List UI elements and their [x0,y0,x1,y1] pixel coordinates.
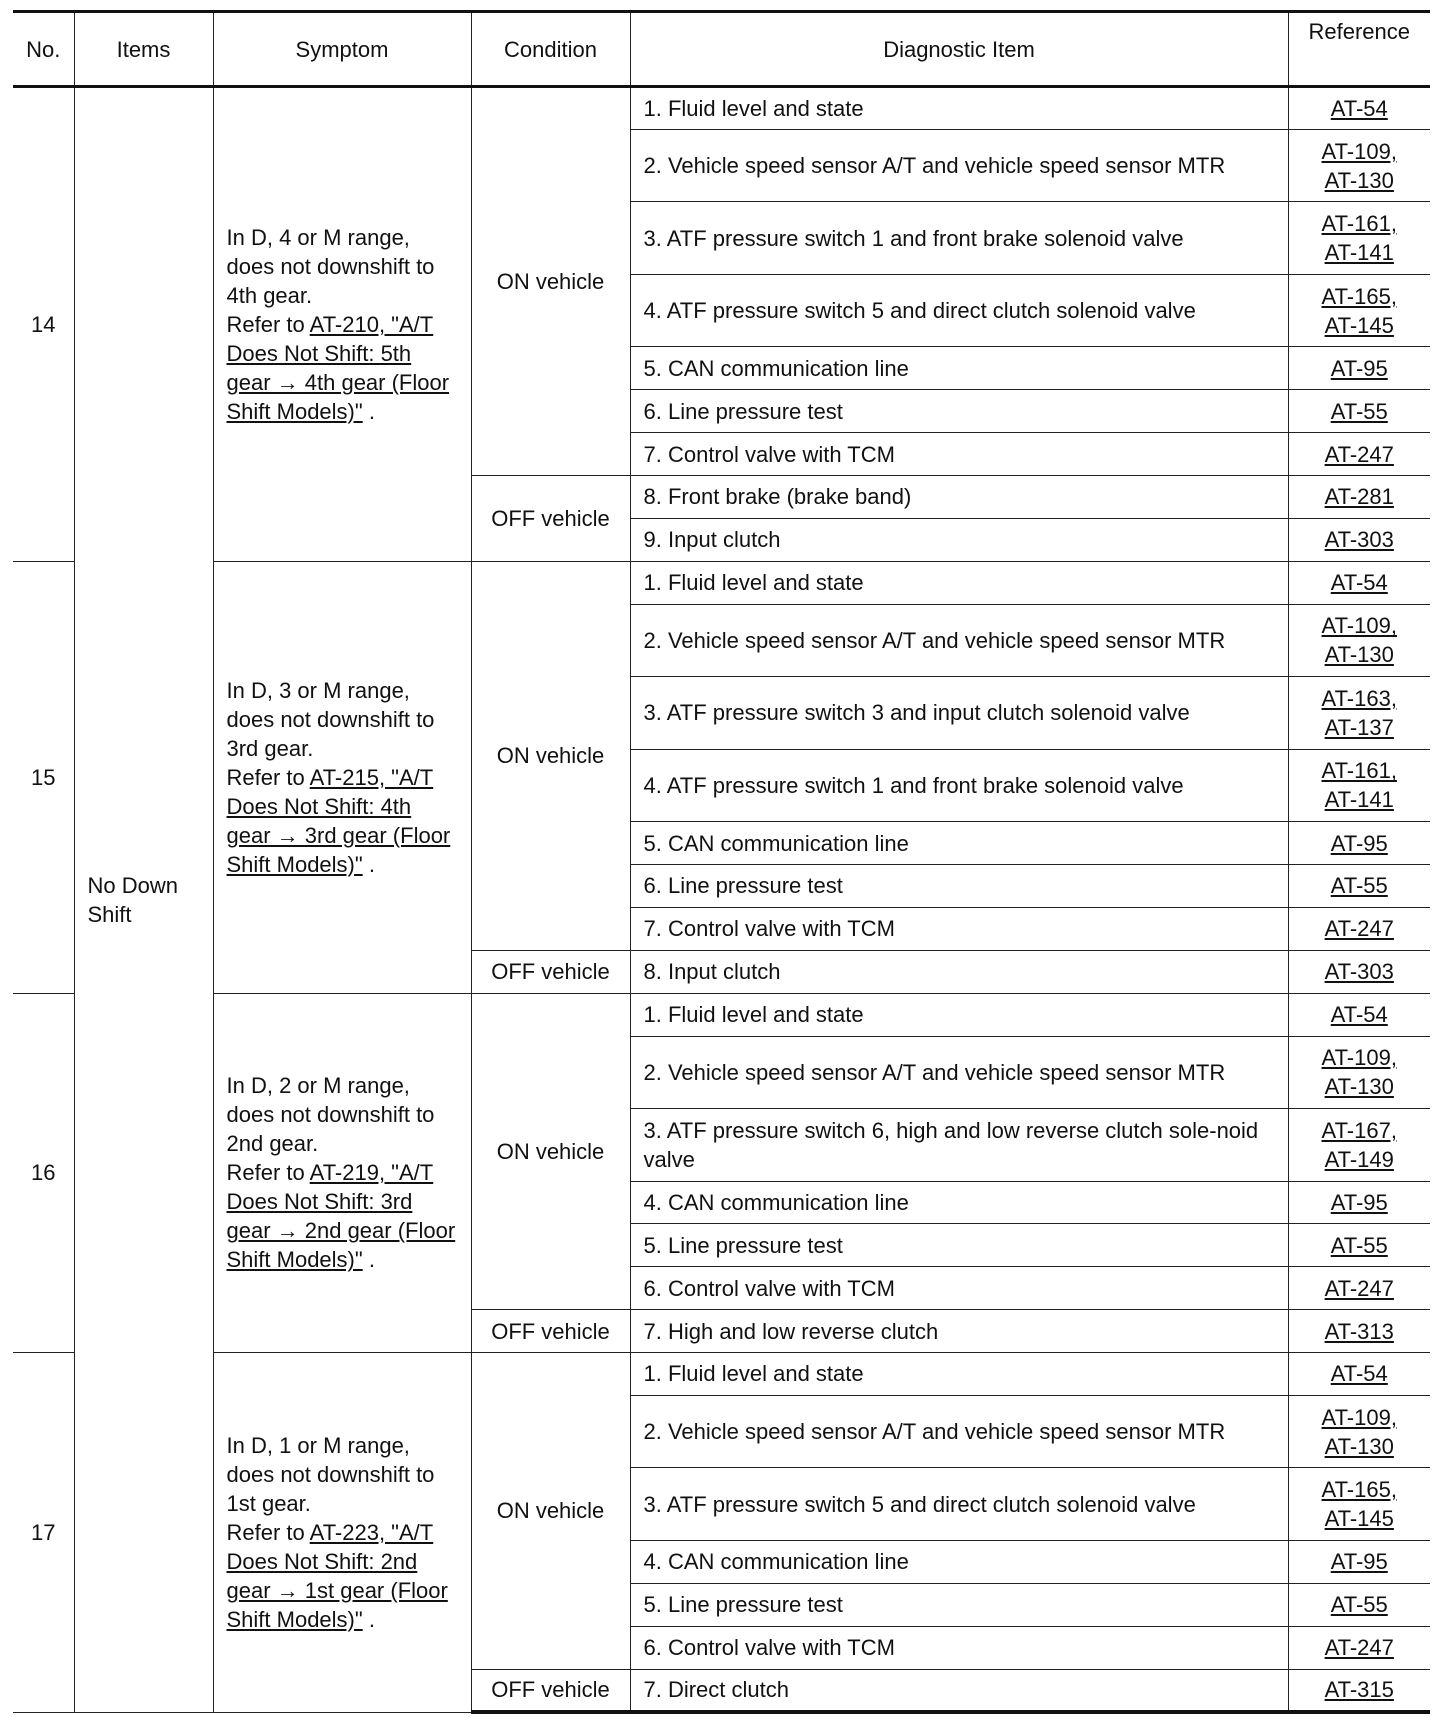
diagnostic-item: 4. ATF pressure switch 5 and direct clutch solenoid valve [630,274,1288,347]
reference-cell [1288,822,1430,865]
reference-link[interactable]: AT-95 [1330,355,1388,381]
header-reference: Reference [1288,12,1430,87]
symptom-line: does not downshift to [226,706,435,732]
reference-cell [1288,1036,1430,1109]
symptom-line: 4th gear. [226,282,313,308]
table-row [13,561,1430,604]
diagnostic-item: 5. CAN communication line [630,822,1288,865]
reference-link[interactable]: AT-95 [1330,1549,1388,1575]
row-number: 16 [13,993,74,1352]
diagnostic-item: 2. Vehicle speed sensor A/T and vehicle speed sensor MTR [630,1395,1288,1468]
reference-cell [1288,1540,1430,1583]
reference-link[interactable]: AT-109, [1321,1045,1397,1071]
reference-cell [1288,749,1430,822]
symptom-cell [213,993,471,1352]
header-row [13,12,1430,87]
reference-link[interactable]: AT-145 [1324,1506,1394,1532]
reference-link[interactable]: AT-161, [1321,211,1397,237]
symptom-cell [213,561,471,993]
symptom-reference-link[interactable]: AT-210, "A/T Does Not Shift: 5th gear → 4th gear (Floor Shift Models)" [226,311,450,424]
reference-cell [1288,1310,1430,1353]
reference-link[interactable]: AT-130 [1324,1433,1394,1459]
diagnostic-item: 6. Control valve with TCM [630,1267,1288,1310]
reference-cell [1288,476,1430,519]
refer-suffix: . [362,398,375,424]
symptom-reference-link[interactable]: AT-215, "A/T Does Not Shift: 4th gear → 3rd gear (Floor Shift Models)" [226,764,451,877]
reference-cell [1288,274,1430,347]
diagnostic-item: 2. Vehicle speed sensor A/T and vehicle speed sensor MTR [630,604,1288,677]
diagnostic-item: 3. ATF pressure switch 3 and input clutch solenoid valve [630,677,1288,750]
reference-link[interactable]: AT-313 [1324,1318,1394,1344]
reference-cell [1288,87,1430,130]
condition-cell: ON vehicle [471,87,630,476]
condition-cell: OFF vehicle [471,950,630,993]
symptom-line: In D, 3 or M range, [226,677,410,703]
reference-cell [1288,561,1430,604]
reference-link[interactable]: AT-281 [1324,484,1394,510]
diagnostic-item: 1. Fluid level and state [630,993,1288,1036]
diagnostic-item: 3. ATF pressure switch 6, high and low reverse clutch sole-noid valve [630,1109,1288,1182]
reference-link[interactable]: AT-247 [1324,916,1394,942]
diagnostic-item: 6. Line pressure test [630,390,1288,433]
reference-link[interactable]: AT-54 [1330,570,1388,596]
symptom-reference [227,310,458,426]
diagnostic-item: 4. ATF pressure switch 1 and front brake solenoid valve [630,749,1288,822]
diagnostic-item: 7. Control valve with TCM [630,433,1288,476]
refer-suffix: . [362,851,375,877]
reference-link[interactable]: AT-161, [1321,758,1397,784]
reference-link[interactable]: AT-165, [1321,283,1397,309]
reference-cell [1288,950,1430,993]
diagnostic-item: 5. Line pressure test [630,1583,1288,1626]
diagnostic-table [13,10,1430,1714]
table-body [13,87,1430,1713]
reference-cell [1288,1395,1430,1468]
condition-cell: ON vehicle [471,993,630,1310]
reference-link[interactable]: AT-109, [1321,1404,1397,1430]
reference-link[interactable]: AT-247 [1324,1635,1394,1661]
reference-cell [1288,1267,1430,1310]
reference-link[interactable]: AT-145 [1324,312,1394,338]
reference-cell [1288,202,1430,275]
condition-cell: OFF vehicle [471,1669,630,1712]
reference-cell [1288,1468,1430,1541]
diagnostic-item: 1. Fluid level and state [630,561,1288,604]
table-row [13,87,1430,130]
reference-cell [1288,1109,1430,1182]
reference-link[interactable]: AT-149 [1324,1146,1394,1172]
reference-cell [1288,907,1430,950]
header-condition: Condition [471,12,630,87]
reference-cell [1288,518,1430,561]
table-header [13,12,1430,87]
reference-link[interactable]: AT-141 [1324,787,1394,813]
symptom-line: does not downshift to [226,253,435,279]
diagnostic-item: 1. Fluid level and state [630,1353,1288,1396]
reference-link[interactable]: AT-167, [1321,1117,1397,1143]
diagnostic-item: 5. Line pressure test [630,1224,1288,1267]
reference-cell [1288,865,1430,908]
reference-link[interactable]: AT-109, [1321,613,1397,639]
reference-cell [1288,347,1430,390]
symptom-reference [227,1518,458,1634]
diagnostic-item: 5. CAN communication line [630,347,1288,390]
reference-link[interactable]: AT-315 [1324,1677,1394,1703]
reference-link[interactable]: AT-247 [1324,1275,1394,1301]
diagnostic-item: 6. Control valve with TCM [630,1626,1288,1669]
condition-cell: OFF vehicle [471,476,630,562]
symptom-reference-link[interactable]: AT-219, "A/T Does Not Shift: 3rd gear → 2nd gear (Floor Shift Models)" [226,1160,456,1273]
reference-link[interactable]: AT-130 [1324,642,1394,668]
reference-link[interactable]: AT-303 [1324,959,1394,985]
table-row [13,993,1430,1036]
diagnostic-item: 1. Fluid level and state [630,87,1288,130]
diagnostic-item: 4. CAN communication line [630,1540,1288,1583]
reference-cell [1288,604,1430,677]
diagnostic-item: 8. Front brake (brake band) [630,476,1288,519]
header-symptom: Symptom [213,12,471,87]
diagnostic-item: 4. CAN communication line [630,1181,1288,1224]
reference-link[interactable]: AT-55 [1330,1592,1388,1618]
reference-link[interactable]: AT-130 [1324,167,1394,193]
symptom-line: In D, 4 or M range, [226,224,410,250]
reference-cell [1288,1669,1430,1712]
symptom-line: In D, 1 or M range, [226,1432,410,1458]
reference-cell [1288,993,1430,1036]
reference-cell [1288,129,1430,202]
symptom-cell [213,1353,471,1713]
condition-cell: ON vehicle [471,1353,630,1670]
diagnostic-item: 7. High and low reverse clutch [630,1310,1288,1353]
symptom-line: 1st gear. [226,1490,311,1516]
diagnostic-item: 2. Vehicle speed sensor A/T and vehicle speed sensor MTR [630,1036,1288,1109]
diagnostic-item: 3. ATF pressure switch 5 and direct clutch solenoid valve [630,1468,1288,1541]
table-row [13,1353,1430,1396]
reference-cell [1288,1224,1430,1267]
symptom-cell [213,87,471,562]
condition-cell: ON vehicle [471,561,630,950]
symptom-line: 2nd gear. [226,1131,319,1157]
symptom-reference-link[interactable]: AT-223, "A/T Does Not Shift: 2nd gear → 1st gear (Floor Shift Models)" [226,1519,448,1632]
reference-link[interactable]: AT-55 [1330,873,1388,899]
reference-link[interactable]: AT-95 [1330,1189,1388,1215]
reference-cell [1288,1181,1430,1224]
reference-cell [1288,1353,1430,1396]
refer-prefix: Refer to [226,1519,310,1545]
reference-link[interactable]: AT-95 [1330,830,1388,856]
header-no: No. [13,12,74,87]
header-diagnostic-item: Diagnostic Item [630,12,1288,87]
reference-link[interactable]: AT-247 [1324,441,1394,467]
reference-cell [1288,1626,1430,1669]
condition-cell: OFF vehicle [471,1310,630,1353]
reference-link[interactable]: AT-137 [1324,714,1394,740]
row-number: 14 [13,87,74,562]
diagnostic-item: 2. Vehicle speed sensor A/T and vehicle speed sensor MTR [630,129,1288,202]
symptom-reference [227,763,458,879]
diagnostic-item: 8. Input clutch [630,950,1288,993]
symptom-reference [227,1158,458,1274]
diagnostic-item: 7. Direct clutch [630,1669,1288,1712]
reference-link[interactable]: AT-163, [1321,685,1397,711]
reference-link[interactable]: AT-109, [1321,138,1397,164]
refer-suffix: . [362,1247,375,1273]
refer-prefix: Refer to [226,764,310,790]
reference-link[interactable]: AT-141 [1324,240,1394,266]
row-number: 15 [13,561,74,993]
symptom-line: In D, 2 or M range, [226,1073,410,1099]
diagnostic-item: 3. ATF pressure switch 1 and front brake solenoid valve [630,202,1288,275]
reference-cell [1288,433,1430,476]
symptom-line: does not downshift to [226,1102,435,1128]
reference-link[interactable]: AT-54 [1330,1361,1388,1387]
reference-link[interactable]: AT-303 [1324,527,1394,553]
diagnostic-item: 9. Input clutch [630,518,1288,561]
refer-prefix: Refer to [226,311,310,337]
reference-link[interactable]: AT-130 [1324,1074,1394,1100]
refer-suffix: . [362,1606,375,1632]
reference-link[interactable]: AT-55 [1330,398,1388,424]
refer-prefix: Refer to [226,1160,310,1186]
reference-cell [1288,677,1430,750]
reference-link[interactable]: AT-54 [1330,95,1388,121]
diagnostic-item: 7. Control valve with TCM [630,907,1288,950]
diagnostic-item: 6. Line pressure test [630,865,1288,908]
items-cell: No Down Shift [74,87,213,1713]
reference-cell [1288,1583,1430,1626]
symptom-line: does not downshift to [226,1461,435,1487]
row-number: 17 [13,1353,74,1713]
reference-link[interactable]: AT-165, [1321,1477,1397,1503]
reference-cell [1288,390,1430,433]
symptom-line: 3rd gear. [226,735,314,761]
reference-link[interactable]: AT-55 [1330,1232,1388,1258]
header-items: Items [74,12,213,87]
reference-link[interactable]: AT-54 [1330,1002,1388,1028]
